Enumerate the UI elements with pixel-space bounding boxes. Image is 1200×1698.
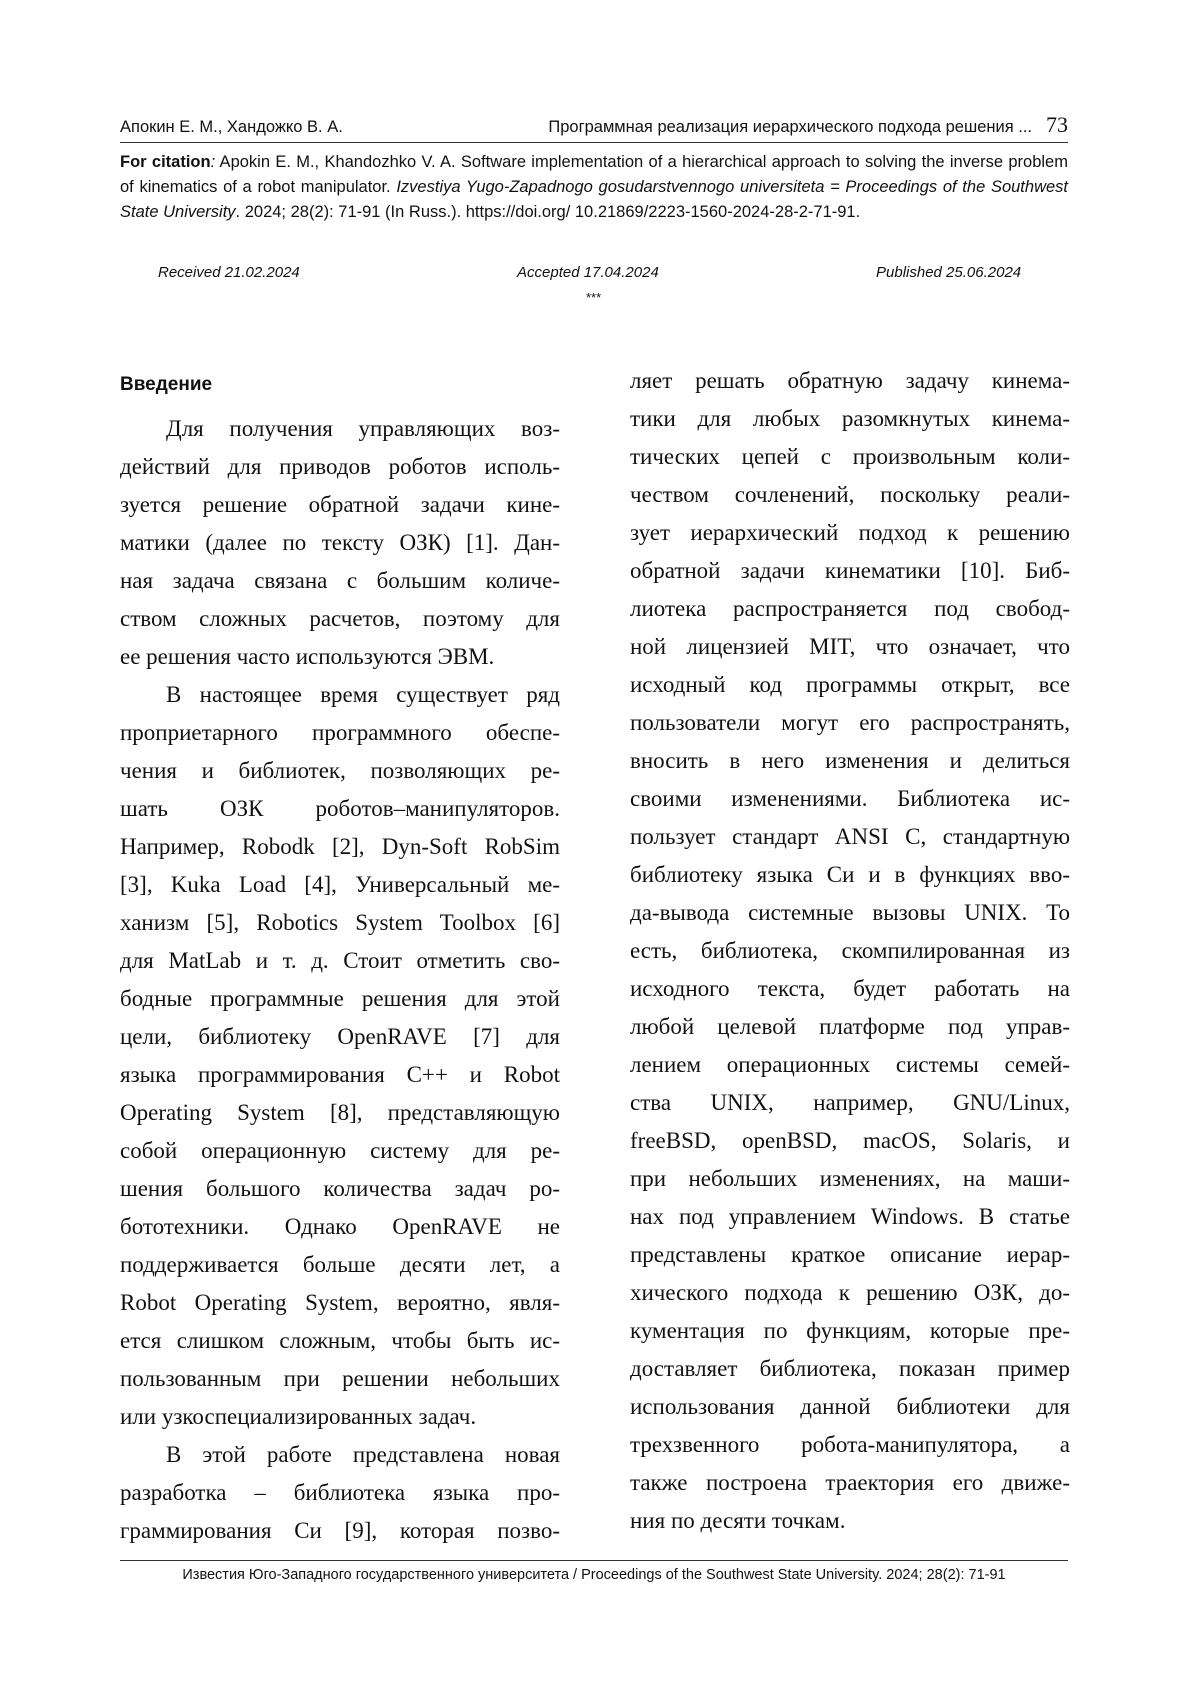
text-line: матики (далее по тексту ОЗК) [1]. Дан- <box>120 530 560 555</box>
text-line: ния по десяти точкам. <box>630 1508 846 1533</box>
journal-footer: Известия Юго-Западного государственного университета / Proceedings of the Southwest State University. 2024; 28(2): 71-91 <box>120 1560 1068 1583</box>
running-head-authors: Апокин Е. М., Хандожко В. А. <box>120 118 343 136</box>
text-line: бодные программные решения для этой <box>120 986 560 1011</box>
text-line: разработка – библиотека языка про- <box>120 1480 560 1505</box>
text-line: языка программирования C++ и Robot <box>120 1062 560 1087</box>
text-line: ной лицензией MIT, что означает, что <box>630 634 1070 659</box>
text-line: есть, библиотека, скомпилированная из <box>630 938 1070 963</box>
text-line: собой операционную систему для ре- <box>120 1138 560 1163</box>
text-line: ством сложных расчетов, поэтому для <box>120 606 560 631</box>
text-line: обратной задачи кинематики [10]. Биб- <box>630 558 1070 583</box>
text-line: любой целевой платформе под управ- <box>630 1014 1070 1039</box>
accepted-date: Accepted 17.04.2024 <box>517 264 659 281</box>
right-column <box>630 362 1070 1540</box>
text-line: использования данной библиотеки для <box>630 1394 1070 1419</box>
text-line: или узкоспециализированных задач. <box>120 1404 477 1429</box>
text-line: представлены краткое описание иерар- <box>630 1242 1070 1267</box>
text-line: чеством сочленений, поскольку реали- <box>630 482 1070 507</box>
text-line: цели, библиотеку OpenRAVE [7] для <box>120 1024 560 1049</box>
text-line: да-вывода системные вызовы UNIX. То <box>630 900 1070 925</box>
page-number: 73 <box>1046 112 1068 137</box>
published-date: Published 25.06.2024 <box>876 264 1022 281</box>
text-line: нах под управлением Windows. В статье <box>630 1204 1070 1229</box>
text-line: бототехники. Однако OpenRAVE не <box>120 1214 560 1239</box>
text-line: исходный код программы открыт, все <box>630 672 1070 697</box>
text-line: [3], Kuka Load [4], Универсальный ме- <box>120 872 560 897</box>
text-line: библиотеку языка Си и в функциях вво- <box>630 862 1070 887</box>
text-line: тических цепей с произвольным коли- <box>630 444 1070 469</box>
text-line: при небольших изменениях, на маши- <box>630 1166 1070 1191</box>
text-line: Robot Operating System, вероятно, явля- <box>120 1290 560 1315</box>
text-line: доставляет библиотека, показан пример <box>630 1356 1070 1381</box>
text-line: ее решения часто используются ЭВМ. <box>120 644 495 669</box>
text-line: В настоящее время существует ряд <box>166 682 560 707</box>
received-date: Received 21.02.2024 <box>158 264 300 281</box>
text-line: зует иерархический подход к решению <box>630 520 1070 545</box>
text-line: для MatLab и т. д. Стоит отметить сво- <box>120 948 560 973</box>
text-line: лиотека распространяется под свобод- <box>630 596 1070 621</box>
text-line: исходного текста, будет работать на <box>630 976 1070 1001</box>
text-line: пользованным при решении небольших <box>120 1366 560 1391</box>
section-separator: *** <box>586 290 602 305</box>
text-line: пользует стандарт ANSI C, стандартную <box>630 824 1070 849</box>
text-line: хического подхода к решению ОЗК, до- <box>630 1280 1070 1305</box>
text-line: В этой работе представлена новая <box>166 1442 560 1467</box>
citation-text: Apokin E. M., Khandozhko V. A. Software implementation of a hierarchical approach to solving the inverse problem of kinematics of a robot manipulator. <box>120 153 1068 196</box>
citation-colon: : <box>210 153 216 171</box>
text-line: поддерживается больше десяти лет, а <box>120 1252 560 1277</box>
text-line: граммирования Си [9], которая позво- <box>120 1518 560 1543</box>
citation-details: . 2024; 28(2): 71-91 (In Russ.). https://doi.org/ 10.21869/2223-1560-2024-28-2-71-91. <box>235 203 861 221</box>
text-line: ханизм [5], Robotics System Toolbox [6] <box>120 910 560 935</box>
text-line: проприетарного программного обеспе- <box>120 720 560 745</box>
text-line: шать ОЗК роботов–манипуляторов. <box>120 796 560 821</box>
text-line: Operating System [8], представляющую <box>120 1100 560 1125</box>
text-line: своими изменениями. Библиотека ис- <box>630 786 1070 811</box>
text-line: также построена траектория его движе- <box>630 1470 1070 1495</box>
text-line: freeBSD, openBSD, macOS, Solaris, и <box>630 1128 1070 1153</box>
text-line: ется слишком сложным, чтобы быть ис- <box>120 1328 560 1353</box>
text-line: тики для любых разомкнутых кинема- <box>630 406 1070 431</box>
text-line: ная задача связана с большим количе- <box>120 568 560 593</box>
section-heading: Введение <box>120 374 213 395</box>
text-line: ства UNIX, например, GNU/Linux, <box>630 1090 1070 1115</box>
left-column-body <box>120 410 560 1550</box>
text-line: шения большого количества задач ро- <box>120 1176 560 1201</box>
citation-label: For citation <box>120 153 211 171</box>
running-head-title: Программная реализация иерархического подхода решения ... <box>548 118 1032 136</box>
text-line: ляет решать обратную задачу кинема- <box>630 368 1070 393</box>
text-line: Для получения управляющих воз- <box>166 416 560 441</box>
text-line: лением операционных системы семей- <box>630 1052 1070 1077</box>
text-line: вносить в него изменения и делиться <box>630 748 1070 773</box>
text-line: кументация по функциям, которые пре- <box>630 1318 1070 1343</box>
text-line: зуется решение обратной задачи кине- <box>120 492 560 517</box>
right-column-body <box>630 362 1070 1540</box>
citation-block <box>120 150 1068 225</box>
running-head <box>120 112 1068 143</box>
text-line: действий для приводов роботов исполь- <box>120 454 560 479</box>
text-line: пользователи могут его распространять, <box>630 710 1070 735</box>
left-column <box>120 368 560 1550</box>
text-line: трехзвенного робота-манипулятора, а <box>630 1432 1070 1457</box>
text-line: чения и библиотек, позволяющих ре- <box>120 758 560 783</box>
citation-journal: Izvestiya Yugo-Zapadnogo gosudarstvennogo universiteta = Proceedings of the Southwest State University <box>120 178 1068 221</box>
text-line: Например, Robodk [2], Dyn-Soft RobSim <box>120 834 560 859</box>
